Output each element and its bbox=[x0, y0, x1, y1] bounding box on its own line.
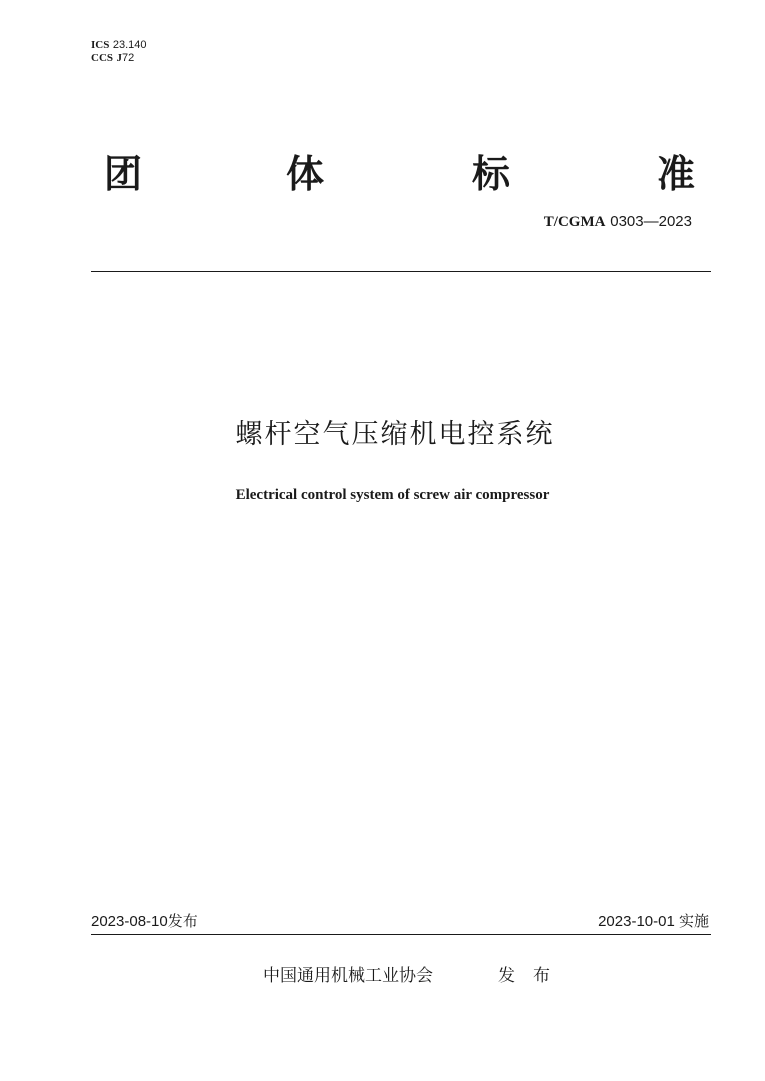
title-english: Electrical control system of screw air compressor bbox=[235, 487, 550, 503]
standard-type-char-3: 标 bbox=[472, 152, 511, 196]
top-divider bbox=[91, 271, 711, 272]
standard-number-value: 0303—2023 bbox=[610, 213, 692, 230]
release-date-value: 2023-08-10 bbox=[91, 913, 168, 930]
standard-type-char-1: 团 bbox=[104, 152, 143, 196]
standard-type-char-4: 准 bbox=[657, 152, 696, 196]
implement-date-value: 2023-10-01 bbox=[598, 913, 675, 930]
ics-value: 23.140 bbox=[112, 39, 147, 51]
implement-date-label: 实施 bbox=[678, 912, 709, 930]
ccs-code bbox=[91, 51, 134, 65]
title-chinese: 螺杆空气压缩机电控系统 bbox=[235, 419, 555, 450]
implement-date bbox=[598, 911, 709, 932]
ics-code bbox=[91, 38, 147, 52]
ccs-value-bold: J bbox=[116, 52, 123, 64]
standard-type-char-2: 体 bbox=[286, 152, 325, 196]
ccs-label: CCS bbox=[91, 52, 114, 64]
release-date-label: 发布 bbox=[167, 912, 198, 930]
standard-number bbox=[544, 211, 692, 232]
publisher-action: 发布 bbox=[498, 966, 568, 986]
ics-label: ICS bbox=[91, 39, 110, 51]
release-date bbox=[91, 911, 198, 932]
standard-number-prefix: T/CGMA bbox=[543, 214, 606, 230]
bottom-divider bbox=[91, 934, 711, 935]
ccs-value: 72 bbox=[122, 52, 135, 64]
publisher-name: 中国通用机械工业协会 bbox=[263, 966, 433, 986]
